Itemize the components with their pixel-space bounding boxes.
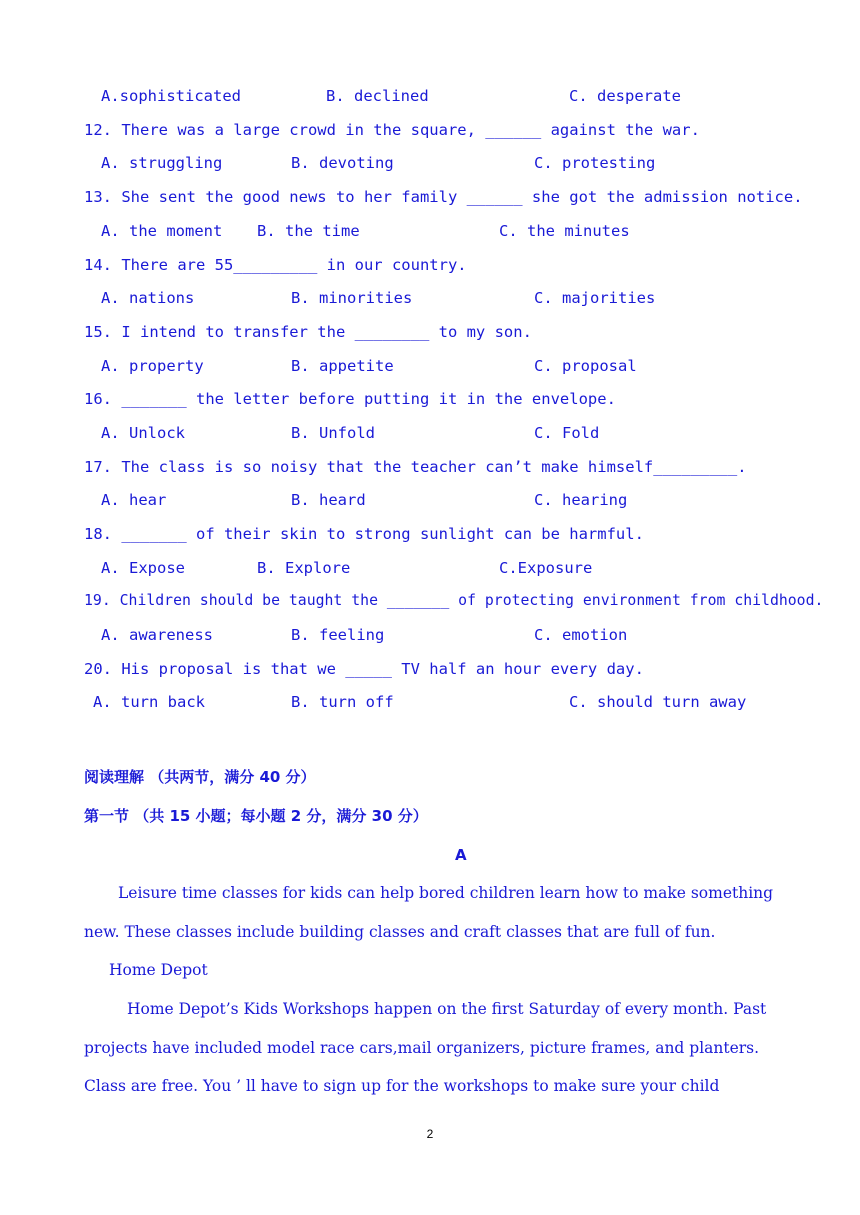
passage-subheading: Home Depot bbox=[109, 961, 208, 979]
question-stem: 19. Children should be taught the _______ of protecting environment from childhood. bbox=[84, 592, 824, 609]
passage-line: projects have included model race cars,mail organizers, picture frames, and planters. bbox=[84, 1039, 760, 1057]
question-stem: 17. The class is so noisy that the teacher can’t make himself_________. bbox=[84, 458, 747, 476]
question-option-b: B. the time bbox=[257, 222, 360, 240]
question-option-a: A. the moment bbox=[101, 222, 223, 240]
question-option-b: B. Unfold bbox=[291, 424, 375, 442]
question-option-a: A. nations bbox=[101, 289, 195, 307]
subsection-heading: 第一节 （共 15 小题；每小题 2 分，满分 30 分） bbox=[84, 807, 428, 825]
question-option-c: C. the minutes bbox=[499, 222, 630, 240]
question-stem: 14. There are 55_________ in our country. bbox=[84, 256, 467, 274]
passage-line: Leisure time classes for kids can help bored children learn how to make something bbox=[118, 884, 774, 902]
q11-option-a: A.sophisticated bbox=[101, 87, 241, 105]
q11-option-b: B. declined bbox=[326, 87, 429, 105]
question-option-a: A. Unlock bbox=[101, 424, 185, 442]
question-option-b: B. Explore bbox=[257, 559, 351, 577]
section-heading: 阅读理解 （共两节，满分 40 分） bbox=[84, 768, 316, 786]
question-stem: 12. There was a large crowd in the square, ______ against the war. bbox=[84, 121, 700, 139]
question-stem: 13. She sent the good news to her family ______ she got the admission notice. bbox=[84, 188, 803, 206]
question-option-b: B. turn off bbox=[291, 693, 394, 711]
question-option-a: A. Expose bbox=[101, 559, 185, 577]
question-option-c: C. hearing bbox=[534, 491, 628, 509]
question-option-a: A. struggling bbox=[101, 154, 223, 172]
passage-letter: A bbox=[455, 846, 467, 864]
question-option-c: C. Fold bbox=[534, 424, 600, 442]
question-stem: 18. _______ of their skin to strong sunlight can be harmful. bbox=[84, 525, 644, 543]
question-option-b: B. minorities bbox=[291, 289, 413, 307]
passage-line: Home Depot’s Kids Workshops happen on the first Saturday of every month. Past bbox=[127, 1000, 767, 1018]
question-stem: 15. I intend to transfer the ________ to my son. bbox=[84, 323, 532, 341]
question-option-b: B. devoting bbox=[291, 154, 394, 172]
question-option-a: A. property bbox=[101, 357, 204, 375]
question-option-c: C.Exposure bbox=[499, 559, 593, 577]
q11-option-c: C. desperate bbox=[569, 87, 681, 105]
question-option-b: B. heard bbox=[291, 491, 366, 509]
passage-line: Class are free. You ’ ll have to sign up for the workshops to make sure your child bbox=[84, 1077, 720, 1095]
question-option-c: C. protesting bbox=[534, 154, 656, 172]
question-option-b: B. appetite bbox=[291, 357, 394, 375]
question-option-a: A. awareness bbox=[101, 626, 213, 644]
question-option-a: A. turn back bbox=[93, 693, 205, 711]
question-option-c: C. proposal bbox=[534, 357, 637, 375]
question-stem: 16. _______ the letter before putting it in the envelope. bbox=[84, 390, 616, 408]
question-option-b: B. feeling bbox=[291, 626, 385, 644]
question-option-c: C. emotion bbox=[534, 626, 628, 644]
question-option-c: C. majorities bbox=[534, 289, 656, 307]
question-stem: 20. His proposal is that we _____ TV half an hour every day. bbox=[84, 660, 644, 678]
passage-line: new. These classes include building classes and craft classes that are full of fun. bbox=[84, 923, 716, 941]
page-number: 2 bbox=[426, 1127, 434, 1141]
question-option-c: C. should turn away bbox=[569, 693, 747, 711]
question-option-a: A. hear bbox=[101, 491, 167, 509]
